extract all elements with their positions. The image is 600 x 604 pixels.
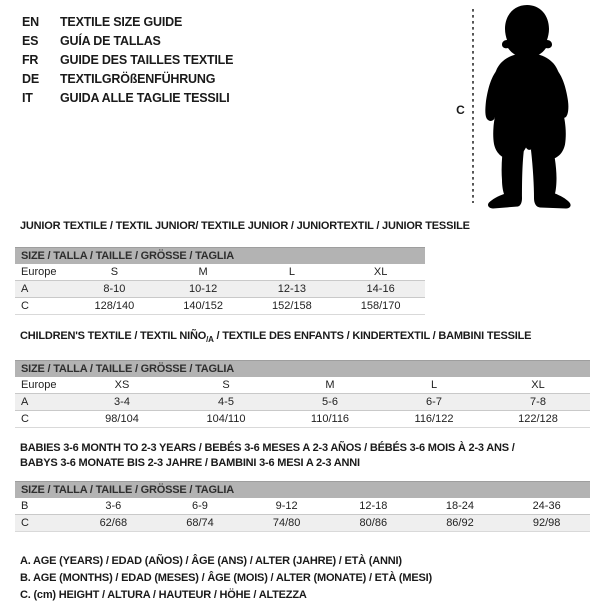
size-cell: S [174, 377, 278, 394]
title-part: / TEXTILE DES ENFANTS / KINDERTEXTIL / BAMBINI TESSILE [213, 330, 532, 342]
size-cell: 116/122 [382, 411, 486, 428]
guide-title: GUÍA DE TALLAS [60, 34, 161, 48]
legend-footnotes [20, 553, 600, 604]
row-label: Europe [15, 264, 70, 281]
size-cell: 74/80 [243, 515, 330, 532]
language-code: DE [22, 72, 39, 86]
height-measure-label: C [456, 103, 465, 117]
size-header-bar: SIZE / TALLA / TAILLE / GRÖSSE / TAGLIA [15, 481, 590, 498]
table-row [15, 281, 425, 298]
size-cell: 92/98 [503, 515, 590, 532]
size-cell: M [278, 377, 382, 394]
row-label: A [15, 394, 70, 411]
size-cell: 104/110 [174, 411, 278, 428]
size-cell: 14-16 [336, 281, 425, 298]
childrens-size-table [15, 377, 590, 428]
table-row [15, 264, 425, 281]
size-cell: 6-7 [382, 394, 486, 411]
size-cell: 7-8 [486, 394, 590, 411]
size-cell: M [159, 264, 248, 281]
size-cell: 98/104 [70, 411, 174, 428]
size-cell: 24-36 [503, 498, 590, 515]
row-label: C [15, 298, 70, 315]
size-cell: 158/170 [336, 298, 425, 315]
size-cell: XL [486, 377, 590, 394]
size-cell: 10-12 [159, 281, 248, 298]
size-cell: L [382, 377, 486, 394]
page-header [0, 0, 600, 212]
size-cell: 12-18 [330, 498, 417, 515]
row-label: B [15, 498, 70, 515]
size-cell: L [248, 264, 337, 281]
size-cell: 5-6 [278, 394, 382, 411]
childrens-section [0, 329, 600, 428]
footnote-age-months: B. AGE (MONTHS) / EDAD (MESES) / ÂGE (MOIS) / ALTER (MONATE) / ETÀ (MESI) [20, 572, 432, 585]
size-header-bar: SIZE / TALLA / TAILLE / GRÖSSE / TAGLIA [15, 360, 590, 377]
guide-title: GUIDA ALLE TAGLIE TESSILI [60, 91, 230, 105]
size-cell: S [70, 264, 159, 281]
size-cell: 4-5 [174, 394, 278, 411]
guide-title: TEXTILE SIZE GUIDE [60, 15, 183, 29]
junior-size-table [15, 264, 425, 315]
size-cell: XS [70, 377, 174, 394]
size-cell: 18-24 [417, 498, 504, 515]
size-cell: 6-9 [157, 498, 244, 515]
table-row [15, 411, 590, 428]
size-cell: 68/74 [157, 515, 244, 532]
language-code: EN [22, 15, 39, 29]
size-cell: 8-10 [70, 281, 159, 298]
size-cell: 9-12 [243, 498, 330, 515]
size-cell: 110/116 [278, 411, 382, 428]
title-line: BABYS 3-6 MONATE BIS 2-3 JAHRE / BAMBINI 3-6 MESI A 2-3 ANNI [20, 457, 360, 470]
size-cell: 3-6 [70, 498, 157, 515]
size-cell: 12-13 [248, 281, 337, 298]
table-row [15, 515, 590, 532]
footnote-age-years: A. AGE (YEARS) / EDAD (AÑOS) / ÂGE (ANS) / ALTER (JAHRE) / ETÀ (ANNI) [20, 555, 402, 568]
language-code: IT [22, 91, 33, 105]
guide-title: GUIDE DES TAILLES TEXTILE [60, 53, 234, 67]
row-label: C [15, 411, 70, 428]
table-row [15, 377, 590, 394]
language-code: ES [22, 34, 39, 48]
table-row [15, 394, 590, 411]
size-cell: 62/68 [70, 515, 157, 532]
junior-section [0, 219, 600, 315]
row-label: Europe [15, 377, 70, 394]
language-code: FR [22, 53, 39, 67]
babies-section-title [20, 441, 600, 471]
babies-size-table [15, 498, 590, 532]
size-cell: 128/140 [70, 298, 159, 315]
row-label: A [15, 281, 70, 298]
childrens-section-title [20, 329, 600, 347]
title-line: BABIES 3-6 MONTH TO 2-3 YEARS / BEBÉS 3-6 MESES A 2-3 AÑOS / BÉBÉS 3-6 MOIS À 2-3 ANS / [20, 442, 515, 455]
table-row [15, 298, 425, 315]
size-cell: 140/152 [159, 298, 248, 315]
size-header-bar: SIZE / TALLA / TAILLE / GRÖSSE / TAGLIA [15, 247, 425, 264]
size-cell: 86/92 [417, 515, 504, 532]
title-subscript: /A [206, 335, 214, 345]
size-cell: 152/158 [248, 298, 337, 315]
size-cell: 80/86 [330, 515, 417, 532]
footnote-height: C. (cm) HEIGHT / ALTURA / HAUTEUR / HÖHE / ALTEZZA [20, 589, 307, 602]
babies-section [0, 441, 600, 532]
size-cell: 3-4 [70, 394, 174, 411]
junior-section-title: JUNIOR TEXTILE / TEXTIL JUNIOR/ TEXTILE JUNIOR / JUNIORTEXTIL / JUNIOR TESSILE [20, 220, 470, 232]
size-cell: XL [336, 264, 425, 281]
toddler-silhouette-icon [453, 0, 600, 212]
guide-title: TEXTILGRÖßENFÜHRUNG [60, 72, 216, 86]
table-row [15, 498, 590, 515]
title-part: CHILDREN'S TEXTILE / TEXTIL NIÑO [20, 330, 207, 342]
height-measure-figure [453, 0, 600, 212]
size-cell: 122/128 [486, 411, 590, 428]
row-label: C [15, 515, 70, 532]
